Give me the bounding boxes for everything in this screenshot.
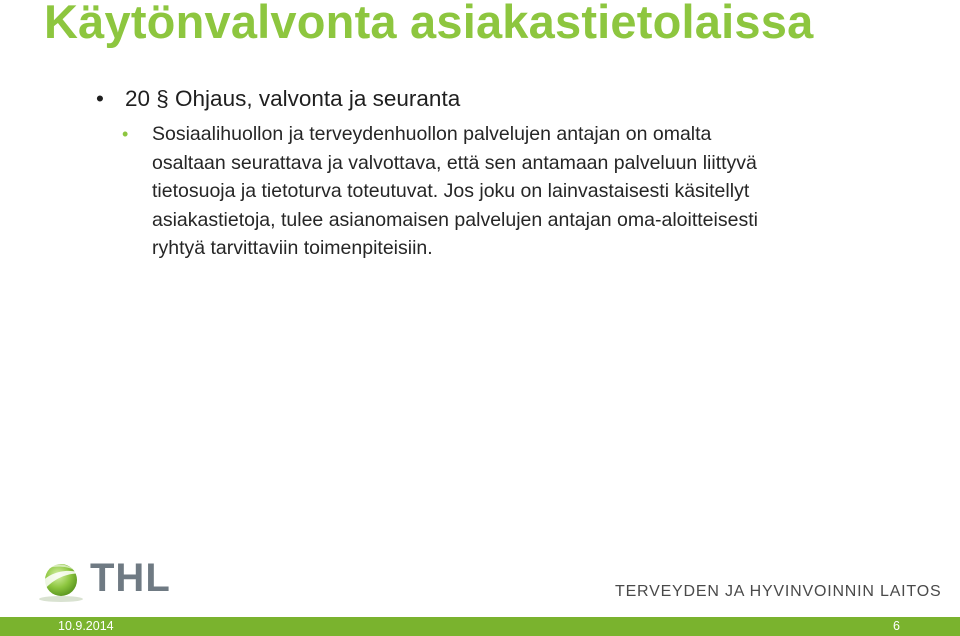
footer-date: 10.9.2014 [58,619,114,633]
paragraph-line: tietosuoja ja tietoturva toteutuvat. Jos joku on lainvastaisesti käsitellyt [152,180,750,202]
bullet-text: 20 § Ohjaus, valvonta ja seuranta [125,86,461,111]
paragraph-line: ryhtyä tarvittaviin toimenpiteisiin. [152,237,433,259]
thl-logo-text: THL [90,556,171,600]
paragraph-line: Sosiaalihuollon ja terveydenhuollon palvelujen antajan on omalta [152,123,712,145]
sub-bullet-marker: • [122,124,129,144]
paragraph-line: asiakastietoja, tulee asianomaisen palvelujen antajan oma-aloitteisesti [152,208,758,231]
paragraph-line: osaltaan seurattava ja valvottava, että sen antamaan palveluun liittyvä [152,151,757,174]
bullet-marker: • [96,86,104,111]
organization-name: TERVEYDEN JA HYVINVOINNIN LAITOS [615,583,942,600]
slide-title: Käytönvalvonta asiakastietolaissa [44,0,814,48]
sub-bullet-paragraph [152,120,942,263]
footer-bar [0,617,960,636]
thl-leaf-globe-icon [34,560,88,604]
page-number: 6 [893,619,900,633]
